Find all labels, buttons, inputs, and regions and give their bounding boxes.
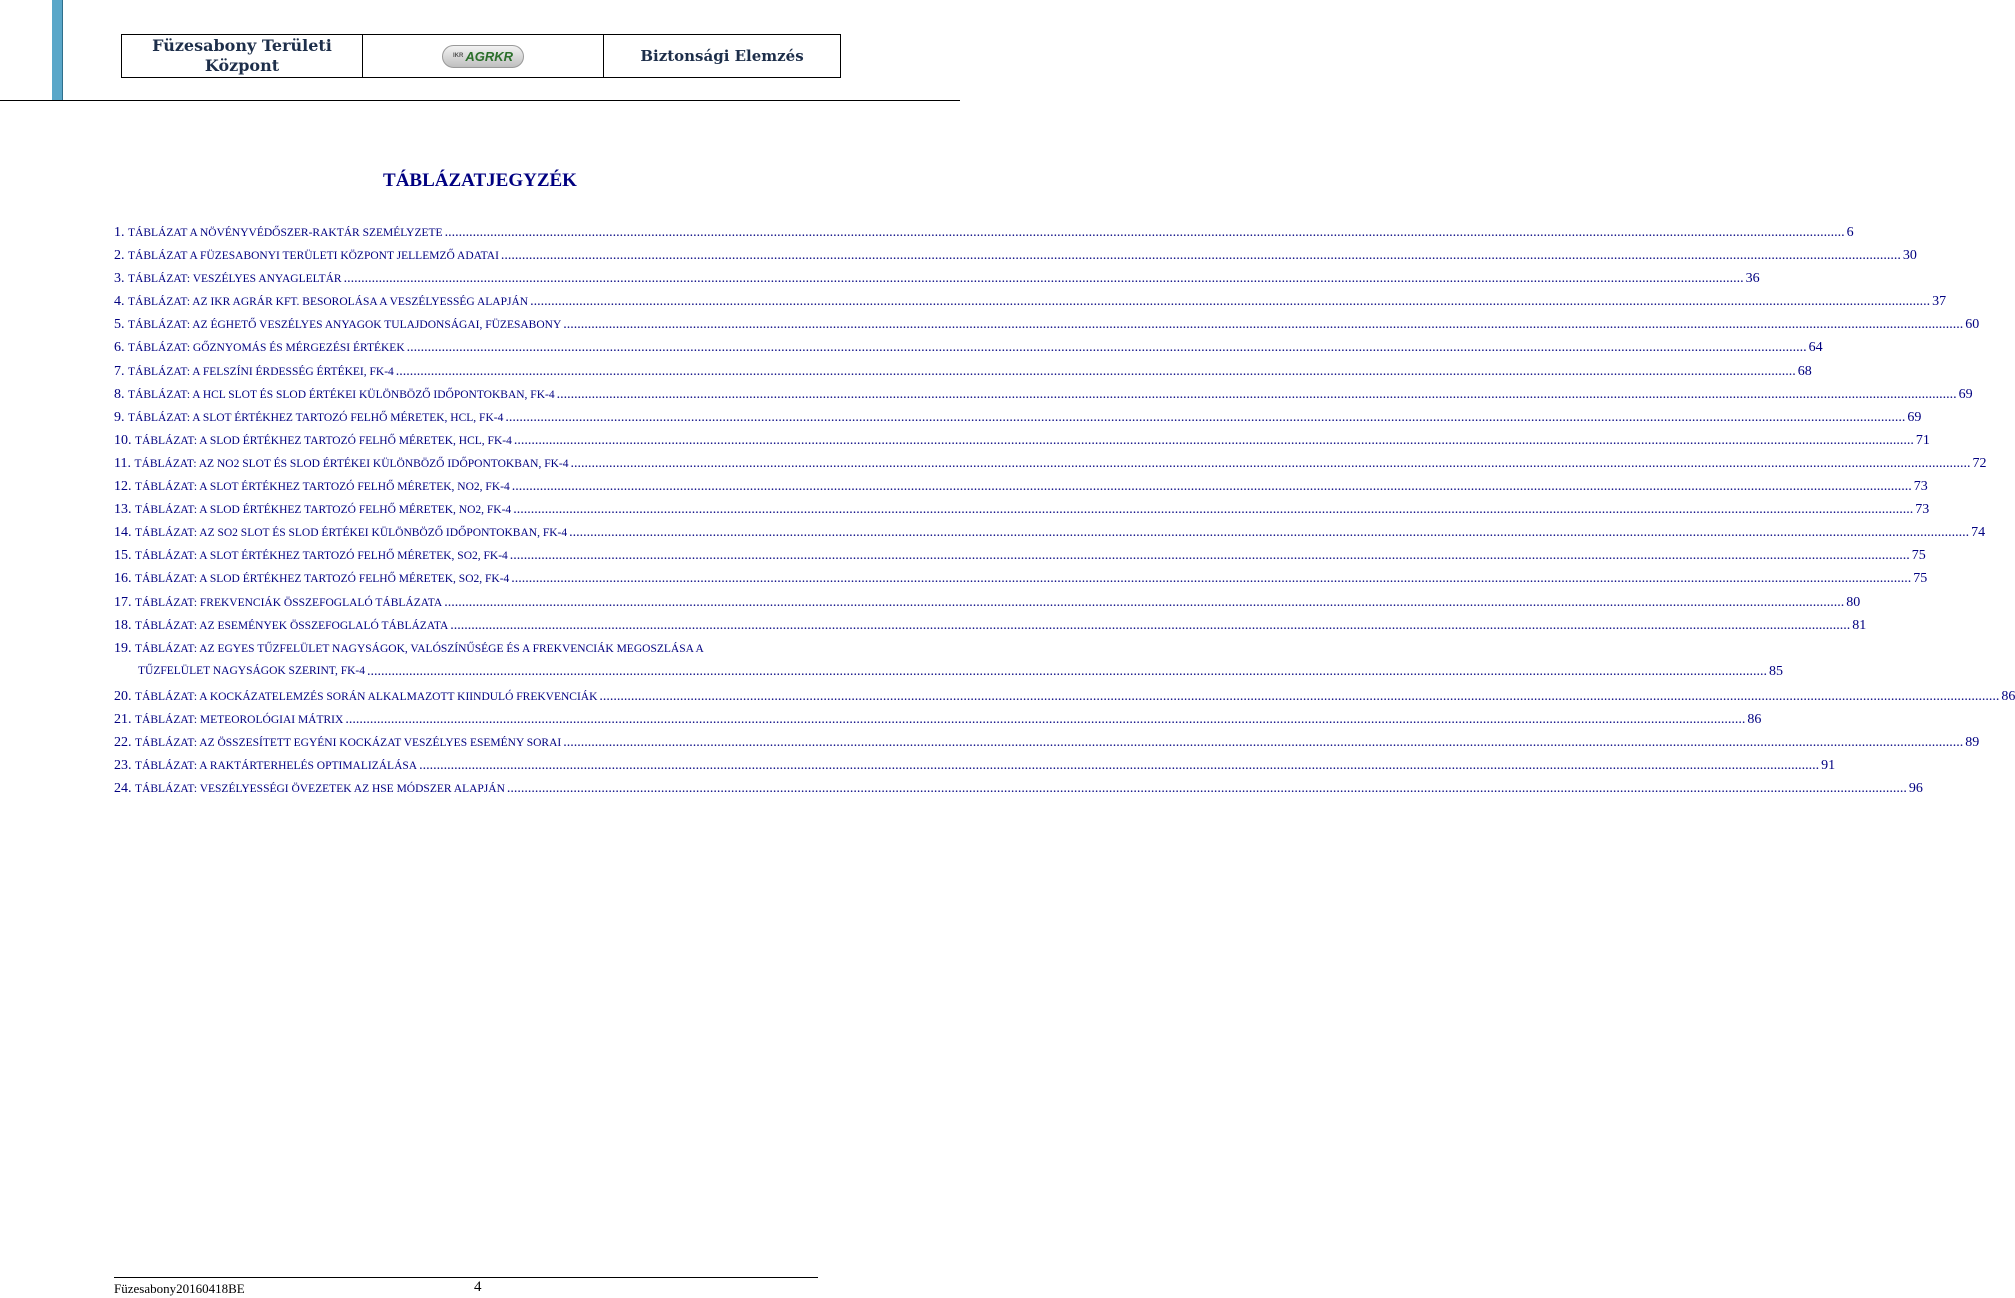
toc-entry-page: 75 — [1913, 571, 1928, 587]
toc-entry-page: 68 — [1797, 363, 1812, 379]
toc-entry-text: TÁBLÁZAT: A RAKTÁRTERHELÉS OPTIMALIZÁLÁSA — [135, 759, 418, 772]
toc-entry-page: 81 — [1852, 617, 1867, 633]
header-logo-cell — [363, 35, 604, 77]
toc-entry-page: 73 — [1915, 502, 1930, 518]
toc-entry-number: 21. — [114, 711, 132, 727]
toc-entry[interactable] — [114, 409, 1922, 432]
toc-entry-label — [114, 711, 343, 729]
footer-doc-id: Füzesabony20160418BE — [114, 1281, 245, 1296]
toc-entry[interactable] — [114, 594, 1861, 617]
toc-entry-text: TÁBLÁZAT: VESZÉLYESSÉGI ÖVEZETEK AZ HSE MÓDSZER ALAPJÁN — [135, 783, 505, 796]
toc-entry-number: 12. — [114, 479, 132, 495]
toc-dot-leader: ................................................................................................................................................................................................................................................................................................................................................................................................................ — [450, 617, 1851, 633]
toc-entry-text: TÁBLÁZAT: METEOROLÓGIAI MÁTRIX — [135, 713, 344, 726]
toc-entry-page: 30 — [1902, 248, 1917, 264]
toc-dot-leader: ................................................................................................................................................................................................................................................................................................................................................................................................................ — [513, 502, 1914, 518]
toc-entry-page: 6 — [1846, 225, 1854, 240]
header-left-title: Füzesabony Területi Központ — [152, 36, 332, 75]
toc-entry-label — [114, 409, 503, 427]
toc-dot-leader: ................................................................................................................................................................................................................................................................................................................................................................................................................ — [511, 479, 1912, 495]
header-right-title: Biztonsági Elemzés — [640, 47, 804, 65]
toc-entry-page: 86 — [2001, 688, 2015, 704]
side-color-bar — [52, 0, 63, 101]
toc-entry-number: 9. — [114, 409, 125, 425]
toc-dot-leader: ................................................................................................................................................................................................................................................................................................................................................................................................................ — [599, 688, 2000, 704]
logo-main-text: AGRKR — [465, 48, 513, 64]
toc-entry-label — [114, 688, 597, 706]
toc-entry-label — [114, 594, 442, 612]
toc-entry-text: TÁBLÁZAT A FÜZESABONYI TERÜLETI KÖZPONT JELLEMZŐ ADATAI — [128, 250, 499, 263]
toc-dot-leader: ................................................................................................................................................................................................................................................................................................................................................................................................................ — [570, 455, 1971, 471]
toc-entry-page: 74 — [1971, 525, 1986, 541]
toc-entry-label — [114, 570, 509, 588]
toc-entry[interactable] — [114, 270, 1760, 293]
toc-entry-number: 6. — [114, 340, 125, 356]
toc-dot-leader: ................................................................................................................................................................................................................................................................................................................................................................................................................ — [367, 663, 1768, 679]
toc-entry-label — [114, 432, 512, 450]
page-header — [121, 34, 841, 78]
toc-entry[interactable] — [114, 339, 1823, 362]
toc-entry[interactable] — [114, 501, 1930, 524]
toc-entry-page: 89 — [1965, 734, 1980, 750]
toc-dot-leader: ................................................................................................................................................................................................................................................................................................................................................................................................................ — [509, 548, 1910, 564]
toc-entry-number: 2. — [114, 248, 125, 264]
toc-entry[interactable] — [114, 293, 1947, 316]
toc-entry-text: TÁBLÁZAT: A HCL SLOT ÉS SLOD ÉRTÉKEI KÜLÖNBÖZŐ IDŐPONTOKBAN, FK-4 — [128, 388, 555, 401]
toc-dot-leader: ................................................................................................................................................................................................................................................................................................................................................................................................................ — [563, 734, 1964, 750]
toc-dot-leader: ................................................................................................................................................................................................................................................................................................................................................................................................................ — [511, 571, 1912, 587]
toc-entry-label — [114, 363, 394, 381]
toc-entry-label — [114, 224, 443, 242]
toc-entry-text: TÁBLÁZAT: A SLOT ÉRTÉKHEZ TARTOZÓ FELHŐ MÉRETEK, SO2, FK-4 — [135, 550, 508, 563]
company-logo — [442, 45, 524, 68]
toc-entry-text: TÁBLÁZAT: A SLOD ÉRTÉKHEZ TARTOZÓ FELHŐ MÉRETEK, SO2, FK-4 — [135, 573, 510, 586]
toc-entry[interactable] — [114, 734, 1980, 757]
toc-entry-number: 20. — [114, 688, 132, 704]
toc-entry[interactable] — [114, 780, 1923, 803]
toc-entry-label — [114, 316, 561, 334]
footer-page-number: 4 — [474, 1279, 482, 1295]
toc-entry-text: TÁBLÁZAT: A SLOD ÉRTÉKHEZ TARTOZÓ FELHŐ MÉRETEK, HCL, FK-4 — [135, 434, 512, 447]
toc-dot-leader: ................................................................................................................................................................................................................................................................................................................................................................................................................ — [345, 711, 1746, 727]
table-of-contents — [114, 224, 2015, 803]
toc-entry-page: 69 — [1907, 409, 1922, 425]
toc-entry[interactable] — [114, 478, 1928, 501]
toc-entry-page: 96 — [1908, 781, 1923, 797]
toc-entry-page: 36 — [1745, 271, 1760, 287]
toc-entry-number: 3. — [114, 271, 125, 287]
header-right-cell — [604, 35, 840, 77]
toc-entry[interactable] — [114, 432, 1930, 455]
toc-entry-text: TÁBLÁZAT: AZ IKR AGRÁR KFT. BESOROLÁSA A VESZÉLYESSÉG ALAPJÁN — [128, 296, 529, 309]
toc-entry[interactable] — [114, 386, 1973, 409]
toc-dot-leader: ................................................................................................................................................................................................................................................................................................................................................................................................................ — [343, 271, 1744, 287]
toc-dot-leader: ................................................................................................................................................................................................................................................................................................................................................................................................................ — [444, 594, 1845, 610]
toc-entry-text: TÁBLÁZAT: AZ SO2 SLOT ÉS SLOD ÉRTÉKEI KÜLÖNBÖZŐ IDŐPONTOKBAN, FK-4 — [135, 527, 568, 540]
toc-entry-number: 22. — [114, 734, 132, 750]
toc-entry-page: 73 — [1913, 479, 1928, 495]
toc-entry-text: TÁBLÁZAT A NÖVÉNYVÉDŐSZER-RAKTÁR SZEMÉLYZETE — [128, 227, 443, 239]
toc-entry-page: 75 — [1911, 548, 1926, 564]
toc-entry-label — [114, 617, 448, 635]
toc-entry-text: TÁBLÁZAT: A SLOD ÉRTÉKHEZ TARTOZÓ FELHŐ MÉRETEK, NO2, FK-4 — [135, 504, 512, 517]
toc-entry[interactable] — [114, 688, 2015, 711]
toc-entry[interactable] — [114, 224, 1854, 247]
toc-entry-text: TÁBLÁZAT: AZ ÉGHETŐ VESZÉLYES ANYAGOK TULAJDONSÁGAI, FÜZESABONY — [128, 319, 562, 332]
toc-entry-number: 17. — [114, 594, 132, 610]
toc-entry-number: 19. — [114, 640, 132, 656]
toc-dot-leader: ................................................................................................................................................................................................................................................................................................................................................................................................................ — [444, 225, 1845, 240]
toc-entry-label — [114, 780, 505, 798]
toc-entry-page: 64 — [1808, 340, 1823, 356]
toc-entry[interactable] — [114, 711, 1762, 734]
toc-entry[interactable] — [114, 455, 1987, 478]
toc-entry-text: TÁBLÁZAT: A FELSZÍNI ÉRDESSÉG ÉRTÉKEI, FK-4 — [128, 365, 394, 378]
toc-entry-number: 23. — [114, 757, 132, 773]
toc-entry-text: TÁBLÁZAT: A SLOT ÉRTÉKHEZ TARTOZÓ FELHŐ MÉRETEK, HCL, FK-4 — [128, 411, 504, 424]
toc-entry-label — [114, 757, 417, 775]
toc-dot-leader: ................................................................................................................................................................................................................................................................................................................................................................................................................ — [395, 363, 1796, 379]
toc-entry-label — [114, 547, 508, 565]
footer-divider — [114, 1277, 818, 1278]
toc-entry[interactable] — [114, 617, 1867, 640]
toc-entry-text: TÁBLÁZAT: A SLOT ÉRTÉKHEZ TARTOZÓ FELHŐ MÉRETEK, NO2, FK-4 — [135, 481, 510, 494]
toc-entry-page: 72 — [1972, 455, 1987, 471]
toc-entry-label — [114, 734, 561, 752]
toc-entry-number: 5. — [114, 317, 125, 333]
toc-entry-page: 69 — [1958, 386, 1973, 402]
toc-entry-number: 4. — [114, 294, 125, 310]
toc-entry-text: TÁBLÁZAT: AZ ÖSSZESÍTETT EGYÉNI KOCKÁZAT VESZÉLYES ESEMÉNY SORAI — [135, 736, 562, 749]
toc-dot-leader: ................................................................................................................................................................................................................................................................................................................................................................................................................ — [500, 248, 1901, 264]
toc-entry-page: 86 — [1747, 711, 1762, 727]
toc-dot-leader: ................................................................................................................................................................................................................................................................................................................................................................................................................ — [506, 781, 1907, 797]
toc-entry-label — [114, 386, 555, 404]
toc-entry-number: 24. — [114, 781, 132, 797]
toc-dot-leader: ................................................................................................................................................................................................................................................................................................................................................................................................................ — [513, 432, 1914, 448]
toc-entry[interactable] — [114, 547, 1926, 570]
toc-entry-number: 7. — [114, 363, 125, 379]
toc-entry[interactable] — [114, 524, 1986, 547]
toc-entry-label — [114, 455, 569, 473]
toc-entry-number: 11. — [114, 455, 131, 471]
header-divider — [0, 100, 960, 101]
toc-dot-leader: ................................................................................................................................................................................................................................................................................................................................................................................................................ — [505, 409, 1906, 425]
toc-dot-leader: ................................................................................................................................................................................................................................................................................................................................................................................................................ — [569, 525, 1970, 541]
toc-entry-number: 8. — [114, 386, 125, 402]
toc-dot-leader: ................................................................................................................................................................................................................................................................................................................................................................................................................ — [530, 294, 1931, 310]
toc-entry[interactable] — [114, 247, 1917, 270]
toc-entry-label — [114, 247, 499, 265]
toc-entry[interactable] — [114, 316, 1980, 339]
toc-entry-page: 91 — [1821, 757, 1836, 773]
toc-entry-label — [114, 501, 511, 519]
logo-small-text: IKR — [452, 53, 464, 59]
toc-dot-leader: ................................................................................................................................................................................................................................................................................................................................................................................................................ — [556, 386, 1957, 402]
toc-entry-number: 15. — [114, 548, 132, 564]
toc-entry-number: 10. — [114, 432, 132, 448]
toc-entry-text: TÁBLÁZAT: GŐZNYOMÁS ÉS MÉRGEZÉSI ÉRTÉKEK — [128, 342, 405, 355]
toc-entry-page: 71 — [1915, 432, 1930, 448]
toc-entry-page: 37 — [1932, 294, 1947, 310]
toc-entry-text: TÁBLÁZAT: AZ ESEMÉNYEK ÖSSZEFOGLALÓ TÁBLÁZATA — [135, 619, 449, 632]
toc-entry-number: 16. — [114, 571, 132, 587]
toc-entry[interactable] — [114, 363, 1812, 386]
toc-entry-page: 85 — [1769, 663, 1784, 679]
toc-dot-leader: ................................................................................................................................................................................................................................................................................................................................................................................................................ — [563, 317, 1964, 333]
toc-entry-number: 18. — [114, 617, 132, 633]
toc-entry-label — [114, 641, 704, 656]
toc-entry[interactable] — [114, 757, 1836, 780]
toc-entry[interactable] — [114, 570, 1928, 593]
toc-entry-text: TÁBLÁZAT: A KOCKÁZATELEMZÉS SORÁN ALKALMAZOTT KIINDULÓ FREKVENCIÁK — [135, 690, 598, 703]
toc-dot-leader: ................................................................................................................................................................................................................................................................................................................................................................................................................ — [406, 340, 1807, 356]
toc-entry-text: TÁBLÁZAT: VESZÉLYES ANYAGLELTÁR — [128, 273, 342, 286]
toc-entry-page: 60 — [1965, 317, 1980, 333]
toc-entry-number: 14. — [114, 525, 132, 541]
toc-entry-label — [114, 478, 510, 496]
toc-entry[interactable] — [114, 640, 1784, 688]
toc-entry-page: 80 — [1846, 594, 1861, 610]
page-title: TÁBLÁZATJEGYZÉK — [383, 170, 577, 191]
toc-entry-number: 13. — [114, 502, 132, 518]
toc-entry-number: 1. — [114, 225, 125, 240]
toc-entry-text-continued: TŰZFELÜLET NAGYSÁGOK SZERINT, FK-4 — [138, 664, 366, 677]
toc-dot-leader: ................................................................................................................................................................................................................................................................................................................................................................................................................ — [419, 757, 1820, 773]
toc-entry-label — [114, 339, 405, 357]
toc-entry-text: TÁBLÁZAT: FREKVENCIÁK ÖSSZEFOGLALÓ TÁBLÁZATA — [135, 596, 443, 609]
toc-entry-text: TÁBLÁZAT: AZ EGYES TŰZFELÜLET NAGYSÁGOK, VALÓSZÍNŰSÉGE ÉS A FREKVENCIÁK MEGOSZLÁSA A — [135, 642, 704, 655]
toc-entry-label — [114, 293, 528, 311]
toc-entry-label — [114, 524, 567, 542]
toc-entry-text: TÁBLÁZAT: AZ NO2 SLOT ÉS SLOD ÉRTÉKEI KÜLÖNBÖZŐ IDŐPONTOKBAN, FK-4 — [134, 457, 569, 470]
header-left-cell — [122, 35, 363, 77]
toc-entry-label — [114, 270, 342, 288]
